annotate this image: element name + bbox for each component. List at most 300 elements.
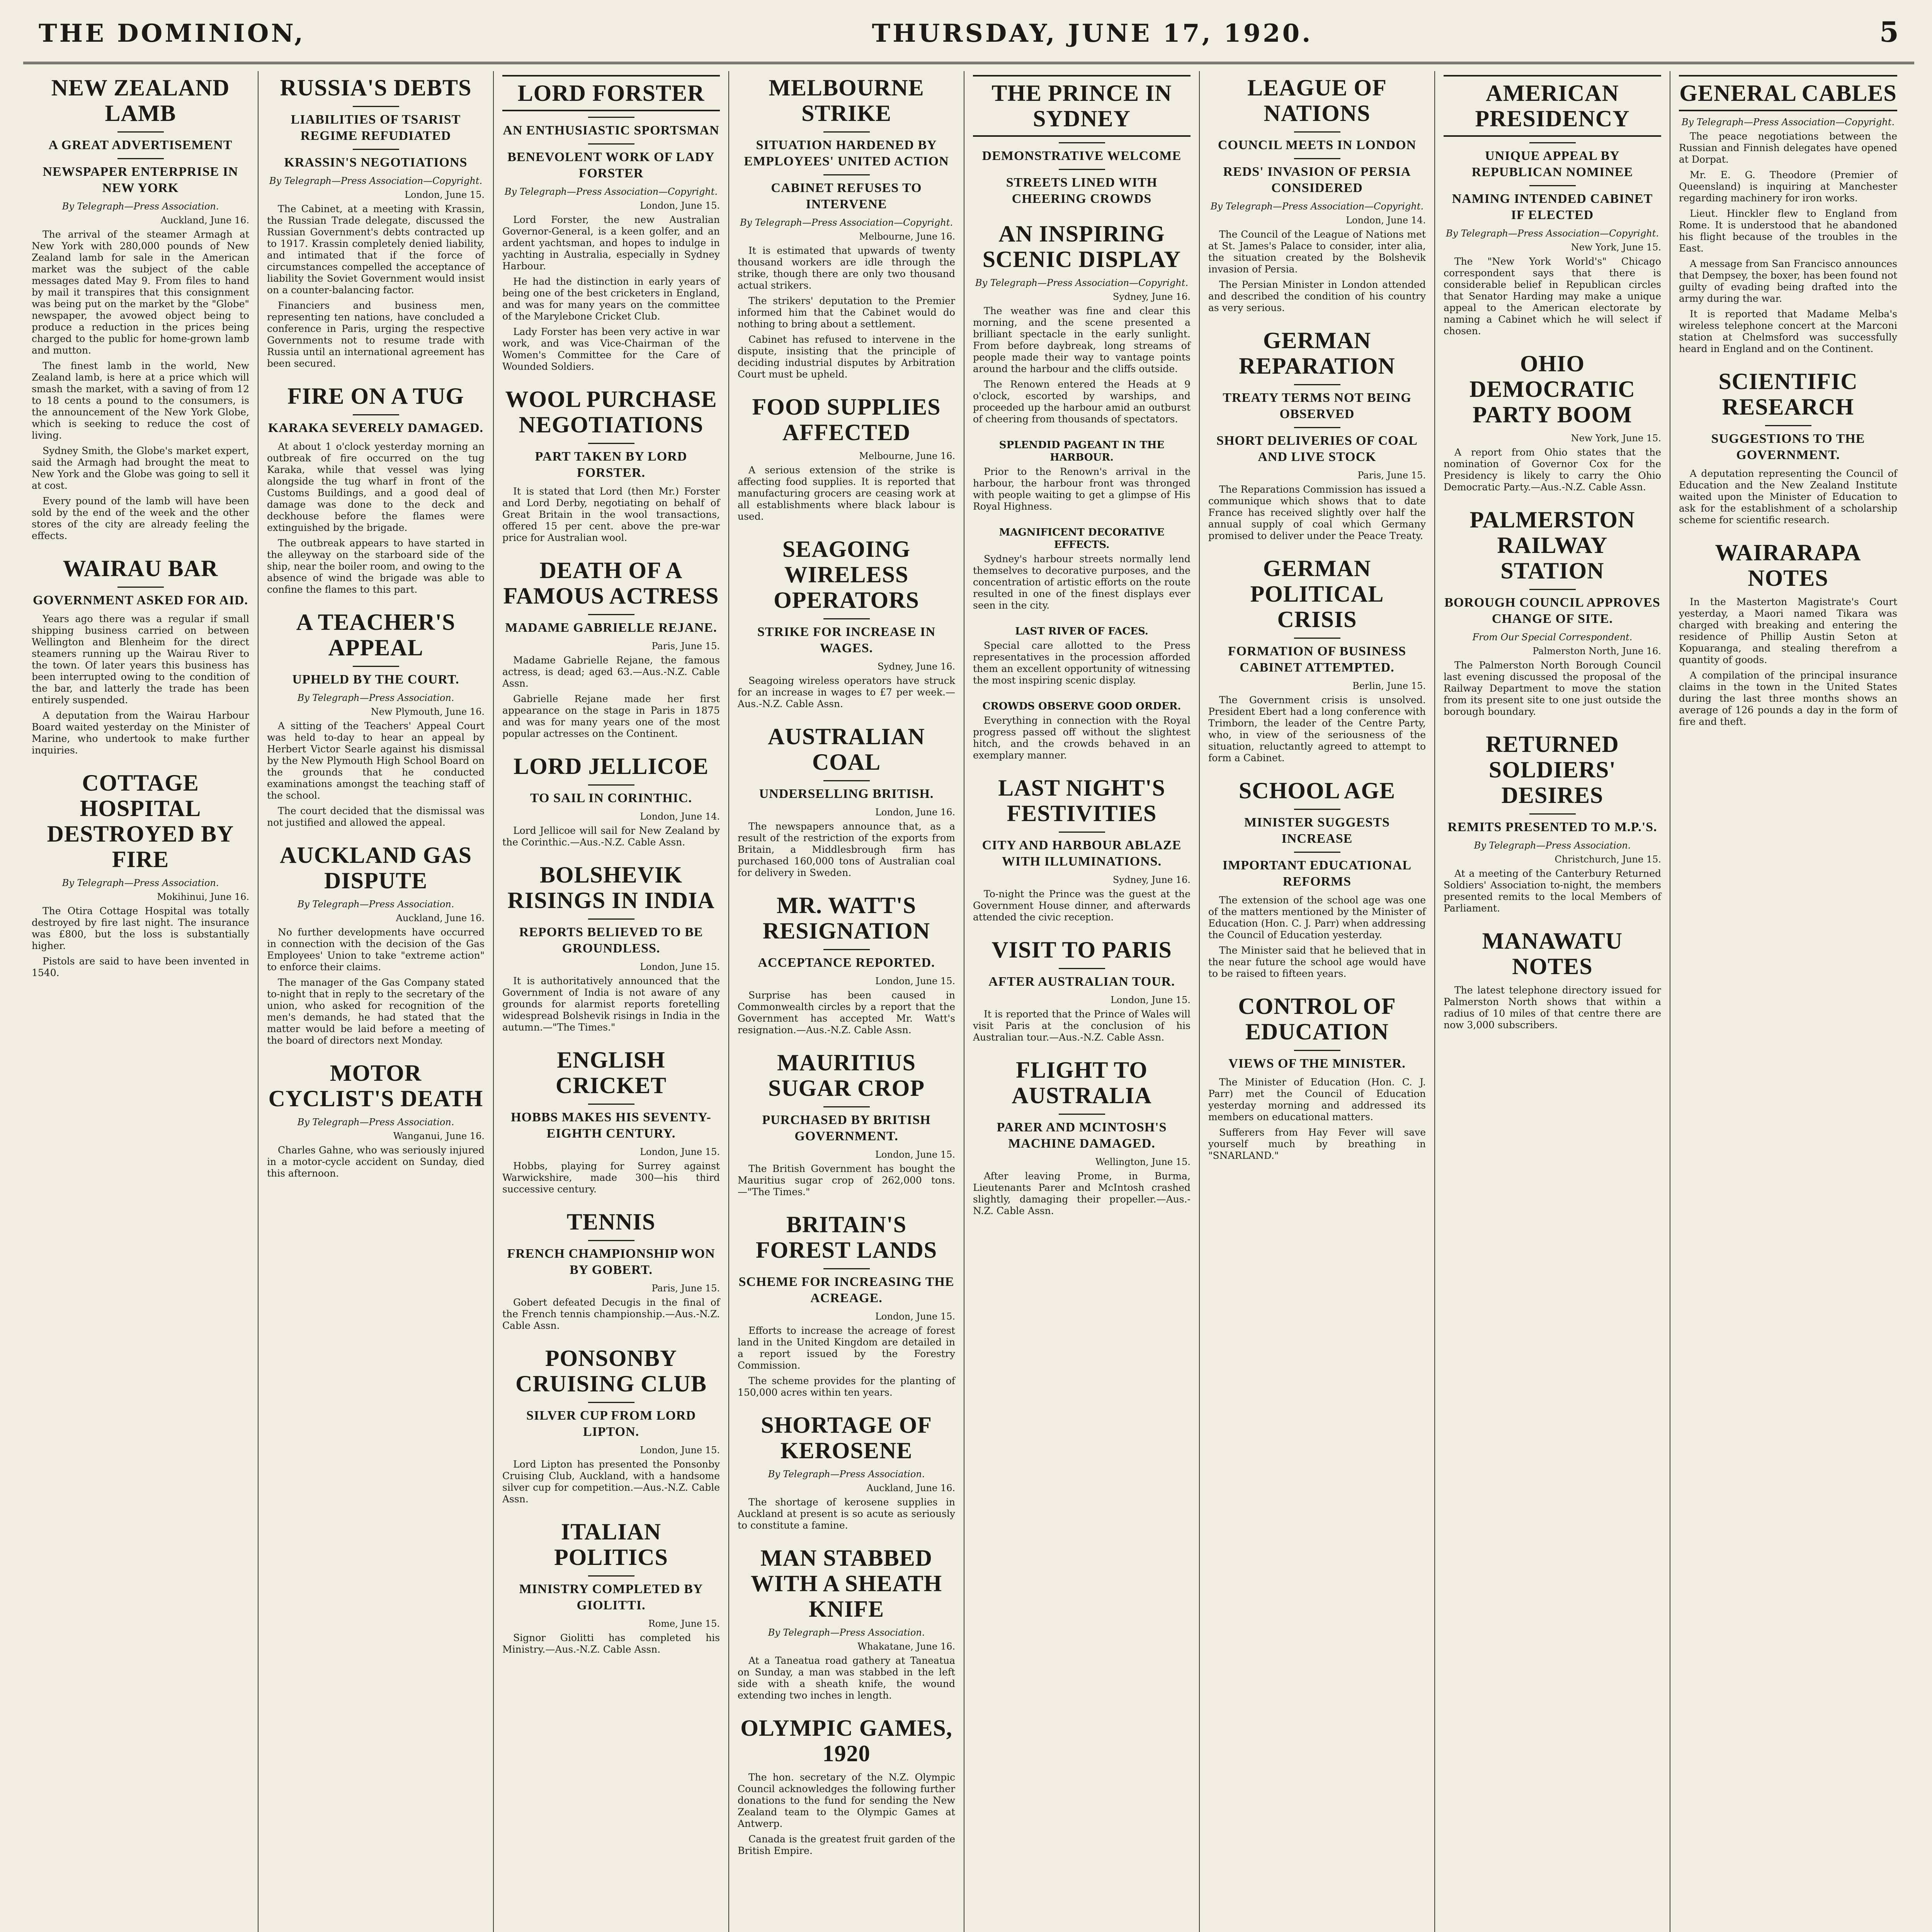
headline: WAIRAU BAR — [63, 556, 218, 581]
divider-rule — [588, 1575, 634, 1577]
deck-headline: SUGGESTIONS TO THE GOVERNMENT. — [1711, 432, 1865, 462]
story — [502, 1345, 720, 1505]
divider-rule — [1294, 384, 1340, 385]
divider-rule — [1059, 832, 1105, 833]
story — [267, 842, 485, 1046]
subheading: SPLENDID PAGEANT IN THE HARBOUR. — [999, 439, 1165, 463]
deck-headline: IMPORTANT EDUCATIONAL REFORMS — [1222, 858, 1412, 889]
article-paragraph: Everything in connection with the Royal progress passed off without the slightest hitch, and the crowds behaved in an exemplary manner. — [973, 715, 1190, 761]
article-paragraph: The weather was fine and clear this morning, and the scene presented a brilliant spectacle in the early sunlight. From before daybreak, long streams of people made their way to vantage points around the harbour and the cliffs outside. — [973, 305, 1190, 374]
headline: FIRE ON A TUG — [287, 383, 464, 409]
article-paragraph: He had the distinction in early years of being one of the best cricketers in England, and was for many years on the committee of the Marylebone Cricket Club. — [502, 276, 720, 322]
byline: By Telegraph—Press Association. — [62, 201, 219, 212]
headline: GERMAN POLITICAL CRISIS — [1250, 556, 1384, 632]
article-paragraph: The peace negotiations between the Russian and Finnish delegates have opened at Dorpat. — [1679, 131, 1897, 165]
byline: By Telegraph—Press Association—Copyright. — [740, 217, 953, 228]
headline: A TEACHER'S APPEAL — [296, 609, 456, 660]
headline: THE PRINCE IN SYDNEY — [973, 75, 1190, 137]
headline: RETURNED SOLDIERS' DESIRES — [1486, 731, 1619, 808]
divider-rule — [1765, 425, 1811, 426]
headline: AN INSPIRING SCENIC DISPLAY — [982, 221, 1181, 272]
divider-rule — [588, 1240, 634, 1241]
article-paragraph: A deputation from the Wairau Harbour Board waited yesterday on the Minister of Marine, who undertook to make further inquiries. — [32, 710, 249, 756]
article-paragraph: The finest lamb in the world, New Zealand lamb, is here at a price which will smash the market, with a saving of from 12 to 18 cents a pound to the consumers, is the announcement of the New York Globe, which is seeking to reduce the cost of living. — [32, 360, 249, 441]
headline: ITALIAN POLITICS — [554, 1519, 668, 1570]
deck-headline: FRENCH CHAMPIONSHIP WON BY GOBERT. — [507, 1247, 715, 1277]
story — [267, 383, 485, 595]
article-paragraph: The British Government has bought the Mauritius sugar crop of 262,000 tons.—"The Times." — [738, 1163, 955, 1197]
deck-headline: KRASSIN'S NEGOTIATIONS — [284, 155, 468, 170]
byline: By Telegraph—Press Association—Copyright. — [1681, 117, 1895, 128]
article-paragraph: The arrival of the steamer Armagh at New York with 280,000 pounds of New Zealand lamb for sale in the American market was the subject of the cable messages dated May 9. From files to hand by mail it transpires that this consignment was being put on the market by the "Globe" newspaper, the avowed object being to produce a reduction in the prices being charged to the public for home-grown lamb and mutton. — [32, 229, 249, 356]
deck-headline: REPORTS BELIEVED TO BE GROUNDLESS. — [519, 925, 703, 956]
divider-rule — [588, 614, 634, 615]
story — [502, 1209, 720, 1332]
headline: BOLSHEVIK RISINGS IN INDIA — [507, 862, 715, 913]
article-paragraph: Lord Forster, the new Australian Governor-General, is a keen golfer, and an ardent yachtsman, and hopes to indulge in yachting in Australia, especially in Sydney Harbour. — [502, 214, 720, 272]
headline: WOOL PURCHASE NEGOTIATIONS — [505, 386, 717, 437]
story — [738, 1412, 955, 1531]
divider-rule — [1529, 589, 1576, 590]
story — [502, 862, 720, 1033]
divider-rule — [588, 143, 634, 145]
dateline: Sydney, June 16. — [877, 661, 955, 672]
article-paragraph: The "New York World's" Chicago correspondent says that there is considerable belief in Republican circles that Senator Harding may make a unique appeal to the American electorate by naming a Cabinet which he will select if chosen. — [1444, 256, 1661, 337]
article-paragraph: Gobert defeated Decugis in the final of the French tennis championship.—Aus.-N.Z. Cable Assn. — [502, 1297, 720, 1331]
article-paragraph: Hobbs, playing for Surrey against Warwickshire, made 300—his third successive century. — [502, 1160, 720, 1195]
headline: FOOD SUPPLIES AFFECTED — [752, 394, 941, 445]
deck-headline: STRIKE FOR INCREASE IN WAGES. — [757, 625, 936, 655]
article-paragraph: The Renown entered the Heads at 9 o'clock, escorted by warships, and proceeded up the harbour amid an outburst of cheering from thousands of spectators. — [973, 379, 1190, 425]
byline: By Telegraph—Press Association. — [62, 878, 219, 888]
article-paragraph: Prior to the Renown's arrival in the harbour, the harbour front was thronged with people waiting to get a glimpse of His Royal Highness. — [973, 466, 1190, 512]
headline: RUSSIA'S DEBTS — [280, 75, 472, 100]
article-paragraph: The manager of the Gas Company stated to-night that in reply to the secretary of the union, who asked for recognition of the men's demands, he had stated that the matter would be laid before a meeting of the board of directors next Monday. — [267, 977, 485, 1046]
article-paragraph: It is estimated that upwards of twenty thousand workers are idle through the strike, though there are only two thousand actual strikers. — [738, 245, 955, 291]
article-paragraph: Lady Forster has been very active in war work, and was Vice-Chairman of the Women's Committee for the Care of Wounded Soldiers. — [502, 326, 720, 372]
story — [267, 75, 485, 369]
dateline: Berlin, June 15. — [1352, 680, 1426, 691]
deck-headline: PART TAKEN BY LORD FORSTER. — [535, 449, 687, 480]
column-5 — [964, 71, 1200, 1932]
article-paragraph: At a Taneatua road gathery at Taneatua on Sunday, a man was stabbed in the left side with a sheath knife, the wound extending two inches in length. — [738, 1655, 955, 1701]
story — [973, 526, 1190, 611]
column-6 — [1200, 71, 1435, 1932]
dateline: Paris, June 15. — [651, 641, 720, 651]
byline: By Telegraph—Press Association. — [768, 1627, 925, 1638]
dateline: New York, June 15. — [1571, 242, 1661, 253]
dateline: Paris, June 15. — [1357, 470, 1426, 481]
divider-rule — [588, 1402, 634, 1403]
story — [1208, 556, 1426, 764]
divider-rule — [1529, 142, 1576, 143]
article-paragraph: At about 1 o'clock yesterday morning an outbreak of fire occurred on the tug Karaka, while that vessel was lying alongside the tug wharf in front of the Customs Buildings, and a good deal of damage was done to the deck and deckhouse before the flames were extinguished by the brigade. — [267, 441, 485, 533]
deck-headline: A GREAT ADVERTISEMENT — [48, 138, 233, 152]
dateline: Mokihinui, June 16. — [157, 891, 249, 902]
article-paragraph: It is reported that Madame Melba's wireless telephone concert at the Marconi station at Chelmsford was successfully heard in England and on the Continent. — [1679, 308, 1897, 354]
headline: MAURITIUS SUGAR CROP — [768, 1050, 925, 1101]
divider-rule — [823, 1268, 870, 1269]
headline: MOTOR CYCLIST'S DEATH — [268, 1060, 483, 1111]
article-paragraph: The outbreak appears to have started in the alleyway on the starboard side of the ship, near the boiler room, and owing to the absence of wind the brigade was able to confine the flames to this part. — [267, 537, 485, 595]
deck-headline: LIABILITIES OF TSARIST REGIME REFUDIATED — [291, 112, 461, 143]
dateline: Auckland, June 16. — [160, 215, 249, 226]
divider-rule — [1294, 809, 1340, 810]
story — [1208, 328, 1426, 542]
story — [738, 1050, 955, 1198]
byline: By Telegraph—Press Association. — [297, 1117, 454, 1128]
story — [973, 775, 1190, 923]
dateline: London, June 15. — [875, 1149, 955, 1160]
article-paragraph: The shortage of kerosene supplies in Auckland at present is so acute as seriously to constitute a famine. — [738, 1497, 955, 1531]
deck-headline: CABINET REFUSES TO INTERVENE — [771, 181, 922, 211]
story — [973, 1057, 1190, 1217]
article-paragraph: A message from San Francisco announces that Dempsey, the boxer, has been found not guilty of evading being drafted into the army during the war. — [1679, 258, 1897, 304]
headline: LORD FORSTER — [502, 75, 720, 111]
article-paragraph: Every pound of the lamb will have been sold by the end of the week and the other stores of the city are already feeling the effects. — [32, 495, 249, 541]
divider-rule — [588, 918, 634, 920]
deck-headline: VIEWS OF THE MINISTER. — [1228, 1056, 1406, 1071]
headline: CONTROL OF EDUCATION — [1238, 993, 1396, 1044]
deck-headline: DEMONSTRATIVE WELCOME — [982, 149, 1182, 163]
headline: GENERAL CABLES — [1679, 75, 1897, 111]
article-paragraph: Madame Gabrielle Rejane, the famous actress, is dead; aged 63.—Aus.-N.Z. Cable Assn. — [502, 655, 720, 689]
deck-headline: SILVER CUP FROM LORD LIPTON. — [526, 1408, 696, 1439]
story — [502, 558, 720, 740]
deck-headline: TREATY TERMS NOT BEING OBSERVED — [1223, 391, 1412, 421]
story — [973, 75, 1190, 207]
divider-rule — [1059, 169, 1105, 170]
story — [267, 1060, 485, 1179]
article-paragraph: It is reported that the Prince of Wales will visit Paris at the conclusion of his Australian tour.—Aus.-N.Z. Cable Assn. — [973, 1009, 1190, 1043]
divider-rule — [117, 158, 164, 159]
story — [1208, 993, 1426, 1162]
article-paragraph: Efforts to increase the acreage of forest land in the United Kingdom are detailed in a report issued by the Forestry Commission. — [738, 1325, 955, 1371]
story — [32, 770, 249, 979]
article-paragraph: The extension of the school age was one of the matters mentioned by the Minister of Education (Hon. C. J. Parr) when addressing the Council of Education yesterday. — [1208, 895, 1426, 940]
byline: By Telegraph—Press Association—Copyright. — [1446, 228, 1659, 239]
article-paragraph: No further developments have occurred in connection with the decision of the Gas Employees' Union to take "extreme action" to enforce their claims. — [267, 927, 485, 973]
deck-headline: CITY AND HARBOUR ABLAZE WITH ILLUMINATIONS. — [982, 838, 1182, 869]
deck-headline: SCHEME FOR INCREASING THE ACREAGE. — [738, 1275, 954, 1305]
dateline: London, June 15. — [875, 976, 955, 986]
byline: By Telegraph—Press Association. — [297, 899, 454, 910]
headline: VISIT TO PARIS — [992, 937, 1172, 963]
deck-headline: PURCHASED BY BRITISH GOVERNMENT. — [762, 1113, 931, 1143]
deck-headline: GOVERNMENT ASKED FOR AID. — [32, 593, 248, 607]
story — [973, 221, 1190, 425]
headline: SHORTAGE OF KEROSENE — [761, 1412, 932, 1463]
divider-rule — [1059, 1114, 1105, 1115]
story — [738, 75, 955, 380]
divider-rule — [823, 780, 870, 781]
column-4 — [729, 71, 964, 1932]
divider-rule — [823, 949, 870, 950]
article-paragraph: The Government crisis is unsolved. President Ebert had a long conference with Trimborn, the leader of the Centre Party, who, in view of the seriousness of the situation, reluctantly agreed to attempt to form a Cabinet. — [1208, 694, 1426, 764]
article-paragraph: The Reparations Commission has issued a communique which shows that to date France has received slightly over half the annual supply of coal which Germany promised to deliver under the Peace Treaty. — [1208, 484, 1426, 541]
deck-headline: COUNCIL MEETS IN LONDON — [1218, 138, 1417, 152]
column-8 — [1670, 71, 1906, 1932]
subheading: CROWDS OBSERVE GOOD ORDER. — [982, 701, 1181, 712]
story — [738, 1715, 955, 1857]
dateline: Christchurch, June 15. — [1554, 854, 1661, 865]
dateline: Paris, June 15. — [651, 1283, 720, 1294]
headline: PONSONBY CRUISING CLUB — [515, 1345, 707, 1396]
column-7 — [1435, 71, 1670, 1932]
byline: By Telegraph—Press Association—Copyright. — [504, 186, 718, 197]
article-paragraph: Cabinet has refused to intervene in the dispute, insisting that the principle of deciding industrial disputes by Arbitration Court must be upheld. — [738, 334, 955, 380]
divider-rule — [588, 443, 634, 444]
headline: DEATH OF A FAMOUS ACTRESS — [503, 558, 719, 609]
dateline: London, June 14. — [640, 811, 720, 822]
deck-headline: TO SAIL IN CORINTHIC. — [530, 791, 692, 805]
deck-headline: UNIQUE APPEAL BY REPUBLICAN NOMINEE — [1471, 149, 1633, 179]
divider-rule — [588, 1104, 634, 1105]
story — [1444, 507, 1661, 718]
dateline: Rome, June 15. — [648, 1618, 720, 1629]
headline: SEAGOING WIRELESS OPERATORS — [774, 536, 919, 613]
divider-rule — [353, 666, 399, 667]
deck-headline: KARAKA SEVERELY DAMAGED. — [268, 421, 484, 435]
article-paragraph: The Cabinet, at a meeting with Krassin, the Russian Trade delegate, discussed the Russian Government's debts contracted up to 1917. Krassin completely denied liability, and intimated that if the force of circumstances compelled the acceptance of liability the Soviet Government would insist on a counter-balancing factor. — [267, 203, 485, 296]
dateline: Auckland, June 16. — [866, 1483, 955, 1493]
byline: From Our Special Correspondent. — [1472, 632, 1633, 643]
divider-rule — [1529, 813, 1576, 815]
headline: MANAWATU NOTES — [1482, 928, 1623, 979]
divider-rule — [823, 1106, 870, 1107]
headline: MELBOURNE STRIKE — [769, 75, 924, 126]
byline: By Telegraph—Press Association. — [1474, 840, 1631, 851]
headline: WAIRARAPA NOTES — [1715, 540, 1861, 591]
headline: OHIO DEMOCRATIC PARTY BOOM — [1469, 351, 1635, 427]
dateline: Wanganui, June 16. — [393, 1131, 485, 1141]
story — [32, 75, 249, 542]
divider-rule — [353, 149, 399, 150]
article-paragraph: The Persian Minister in London attended and described the condition of his country as very serious. — [1208, 279, 1426, 313]
story — [973, 625, 1190, 686]
story — [502, 753, 720, 848]
article-paragraph: It is stated that Lord (then Mr.) Forster and Lord Derby, negotiating on behalf of Great Britain in the wool transactions, offered 15 per cent. above the pre-war price for Australian wool. — [502, 486, 720, 543]
dateline: London, June 15. — [640, 1445, 720, 1456]
headline: NEW ZEALAND LAMB — [51, 75, 230, 126]
article-paragraph: Lord Jellicoe will sail for New Zealand by the Corinthic.—Aus.-N.Z. Cable Assn. — [502, 825, 720, 848]
divider-rule — [588, 117, 634, 118]
story — [1444, 731, 1661, 914]
story — [738, 394, 955, 522]
story — [738, 724, 955, 879]
deck-headline: MINISTER SUGGESTS INCREASE — [1244, 815, 1390, 846]
headline: TENNIS — [566, 1209, 656, 1235]
headline: ENGLISH CRICKET — [555, 1047, 667, 1098]
deck-headline: NEWSPAPER ENTERPRISE IN NEW YORK — [43, 165, 238, 195]
article-paragraph: A serious extension of the strike is affecting food supplies. It is reported that manufacturing grocers are ceasing work at all establishments where black labour is used. — [738, 464, 955, 522]
column-2 — [259, 71, 494, 1932]
subheading: MAGNIFICENT DECORATIVE EFFECTS. — [999, 527, 1165, 551]
article-paragraph: The latest telephone directory issued for Palmerston North shows that within a radius of 10 miles of that centre there are now 3,000 subscribers. — [1444, 985, 1661, 1031]
story — [738, 536, 955, 710]
story — [738, 1545, 955, 1701]
article-paragraph: Lieut. Hinckler flew to England from Rome. It is understood that he abandoned his flight because of the troubles in the East. — [1679, 208, 1897, 254]
divider-rule — [823, 174, 870, 175]
story — [1208, 75, 1426, 314]
story — [1679, 540, 1897, 728]
story — [1679, 369, 1897, 526]
masthead — [23, 15, 1914, 64]
article-paragraph: The Minister said that he believed that in the near future the school age would have to be raised to fifteen years. — [1208, 945, 1426, 979]
story — [973, 937, 1190, 1043]
article-paragraph: Sydney Smith, the Globe's market expert, said the Armagh had brought the meat to New York and the Globe was going to sell it at cost. — [32, 445, 249, 491]
article-paragraph: A deputation representing the Council of Education and the New Zealand Institute waited upon the Minister of Education to ask for the establishment of a scholarship scheme for scientific research. — [1679, 468, 1897, 526]
headline: LEAGUE OF NATIONS — [1247, 75, 1387, 126]
headline: FLIGHT TO AUSTRALIA — [1012, 1057, 1152, 1108]
article-paragraph: Special care allotted to the Press representatives in the procession afforded them an excellent opportunity of witnessing the most inspiring scenic display. — [973, 640, 1190, 686]
story — [738, 893, 955, 1036]
byline: By Telegraph—Press Association—Copyright. — [269, 175, 483, 186]
headline: LAST NIGHT'S FESTIVITIES — [998, 775, 1165, 826]
story — [1444, 928, 1661, 1031]
dateline: New Plymouth, June 16. — [371, 706, 485, 717]
subheading: LAST RIVER OF FACES. — [1015, 626, 1148, 637]
article-paragraph: The Palmerston North Borough Council last evening discussed the proposal of the Railway Department to move the station from its present site to one just outside the borough boundary. — [1444, 660, 1661, 717]
deck-headline: UNDERSELLING BRITISH. — [759, 787, 934, 801]
dateline: London, June 15. — [875, 1311, 955, 1322]
article-paragraph: At a meeting of the Canterbury Returned Soldiers' Association to-night, the members presented remits to the local Members of Parliament. — [1444, 868, 1661, 914]
divider-rule — [1294, 158, 1340, 159]
divider-rule — [823, 131, 870, 133]
deck-headline: BENEVOLENT WORK OF LADY FORSTER — [507, 150, 715, 180]
divider-rule — [1294, 638, 1340, 639]
divider-rule — [823, 618, 870, 619]
dateline: London, June 15. — [640, 961, 720, 972]
dateline: London, June 15. — [640, 200, 720, 211]
article-paragraph: The scheme provides for the planting of 150,000 acres within ten years. — [738, 1375, 955, 1398]
divider-rule — [1529, 185, 1576, 186]
headline: SCHOOL AGE — [1238, 778, 1396, 803]
article-paragraph: The strikers' deputation to the Premier informed him that the Cabinet would do nothing to bring about a settlement. — [738, 295, 955, 330]
deck-headline: REMITS PRESENTED TO M.P.'S. — [1447, 820, 1657, 834]
dateline: Wellington, June 15. — [1095, 1156, 1190, 1167]
divider-rule — [1059, 968, 1105, 969]
article-paragraph: To-night the Prince was the guest at the Government House dinner, and afterwards attended the civic reception. — [973, 888, 1190, 923]
deck-headline: MINISTRY COMPLETED BY GIOLITTI. — [519, 1582, 703, 1612]
divider-rule — [588, 784, 634, 786]
story — [1679, 75, 1897, 355]
headline: AMERICAN PRESIDENCY — [1444, 75, 1661, 137]
divider-rule — [1294, 131, 1340, 133]
story — [32, 556, 249, 756]
dateline: Melbourne, June 16. — [859, 451, 955, 461]
deck-headline: BOROUGH COUNCIL APPROVES CHANGE OF SITE. — [1444, 595, 1660, 626]
article-paragraph: The Minister of Education (Hon. C. J. Parr) met the Council of Education yesterday morning and addressed its members on educational matters. — [1208, 1077, 1426, 1122]
article-paragraph: Sydney's harbour streets normally lend themselves to decorative purposes, and the concentration of artistic efforts on the route resulted in one of the finest displays ever seen in the city. — [973, 553, 1190, 611]
divider-rule — [1294, 1050, 1340, 1051]
deck-headline: FORMATION OF BUSINESS CABINET ATTEMPTED. — [1228, 644, 1406, 675]
dateline: New York, June 15. — [1571, 433, 1661, 444]
deck-headline: AFTER AUSTRALIAN TOUR. — [988, 975, 1175, 989]
divider-rule — [353, 414, 399, 415]
deck-headline: HOBBS MAKES HIS SEVENTY-EIGHTH CENTURY. — [511, 1110, 711, 1141]
article-paragraph: Financiers and business men, representing ten nations, have concluded a conference in Paris, urging the respective Governments not to resume trade with Russia until an international agreement has been secured. — [267, 300, 485, 369]
article-paragraph: Mr. E. G. Theodore (Premier of Queensland) is inquiring at Manchester regarding machinery for iron works. — [1679, 169, 1897, 204]
article-paragraph: Signor Giolitti has completed his Ministry.—Aus.-N.Z. Cable Assn. — [502, 1632, 720, 1655]
byline: By Telegraph—Press Association. — [297, 692, 454, 703]
deck-headline: STREETS LINED WITH CHEERING CROWDS — [1006, 175, 1158, 206]
deck-headline: SITUATION HARDENED BY EMPLOYEES' UNITED ACTION — [744, 138, 949, 168]
deck-headline: AN ENTHUSIASTIC SPORTSMAN — [503, 123, 719, 138]
deck-headline: ACCEPTANCE REPORTED. — [758, 956, 935, 970]
article-paragraph: The court decided that the dismissal was not justified and allowed the appeal. — [267, 805, 485, 828]
headline: COTTAGE HOSPITAL DESTROYED BY FIRE — [47, 770, 234, 872]
dateline: Palmerston North, June 16. — [1532, 646, 1661, 656]
story — [1208, 778, 1426, 980]
story — [738, 1212, 955, 1398]
article-paragraph: A sitting of the Teachers' Appeal Court was held to-day to hear an appeal by Herbert Victor Searle against his dismissal by the New Plymouth High School Board on the grounds that he conducted examinations amongst the teaching staff of the school. — [267, 720, 485, 801]
article-paragraph: A report from Ohio states that the nomination of Governor Cox for the Presidency is likely to carry the Ohio Democratic Party.—Aus.-N.Z. Cable Assn. — [1444, 447, 1661, 493]
article-paragraph: Gabrielle Rejane made her first appearance on the stage in Paris in 1875 and was for many years one of the most popular actresses on the Continent. — [502, 693, 720, 739]
divider-rule — [117, 587, 164, 588]
headline: PALMERSTON RAILWAY STATION — [1469, 507, 1635, 583]
story — [973, 700, 1190, 761]
deck-headline: NAMING INTENDED CABINET IF ELECTED — [1452, 192, 1653, 222]
paper-name: THE DOMINION, — [39, 19, 306, 48]
article-paragraph: Sufferers from Hay Fever will save yourself much by breathing in "SNARLAND." — [1208, 1127, 1426, 1161]
article-paragraph: After leaving Prome, in Burma, Lieutenants Parer and McIntosh crashed slightly, damaging their propeller.—Aus.-N.Z. Cable Assn. — [973, 1170, 1190, 1216]
dateline: Auckland, June 16. — [396, 913, 485, 923]
headline: BRITAIN'S FOREST LANDS — [755, 1212, 937, 1263]
byline: By Telegraph—Press Association—Copyright. — [1210, 201, 1424, 212]
article-paragraph: Years ago there was a regular if small shipping business carried on between Wellington and Blenheim for the direct steamers running up the Wairau River to the town. Of later years this business has been interrupted owing to the condition of the bar, and latterly the trade has been entirely suspended. — [32, 613, 249, 706]
article-paragraph: A compilation of the principal insurance claims in the town in the United States during the last three months shows an average of 126 pounds a day in the form of fire and theft. — [1679, 670, 1897, 727]
story — [502, 75, 720, 372]
deck-headline: UPHELD BY THE COURT. — [292, 672, 459, 687]
article-paragraph: Lord Lipton has presented the Ponsonby Cruising Club, Auckland, with a handsome silver cup for competition.—Aus.-N.Z. Cable Assn. — [502, 1459, 720, 1505]
divider-rule — [1294, 852, 1340, 853]
story — [1444, 75, 1661, 337]
headline: SCIENTIFIC RESEARCH — [1718, 369, 1858, 420]
dateline: London, June 16. — [875, 807, 955, 818]
headline: LORD JELLICOE — [514, 753, 709, 779]
dateline: Whakatane, June 16. — [857, 1641, 955, 1652]
columns — [23, 71, 1914, 1932]
divider-rule — [1294, 427, 1340, 428]
page-number: 5 — [1879, 15, 1899, 48]
story — [502, 1047, 720, 1195]
deck-headline: REDS' INVASION OF PERSIA CONSIDERED — [1223, 165, 1411, 195]
column-3 — [494, 71, 729, 1932]
headline: GERMAN REPARATION — [1239, 328, 1395, 379]
article-paragraph: The Otira Cottage Hospital was totally destroyed by fire last night. The insurance was £800, but the loss is substantially higher. — [32, 905, 249, 951]
story — [267, 609, 485, 828]
article-paragraph: Surprise has been caused in Commonwealth circles by a report that the Government has accepted Mr. Watt's resignation.—Aus.-N.Z. Cable Assn. — [738, 990, 955, 1036]
divider-rule — [117, 131, 164, 133]
deck-headline: PARER AND MCINTOSH'S MACHINE DAMAGED. — [997, 1120, 1167, 1151]
article-paragraph: Charles Gahne, who was seriously injured in a motor-cycle accident on Sunday, died this afternoon. — [267, 1145, 485, 1179]
issue-date: THURSDAY, JUNE 17, 1920. — [872, 19, 1313, 48]
deck-headline: SHORT DELIVERIES OF COAL AND LIVE STOCK — [1216, 434, 1418, 464]
dateline: Melbourne, June 16. — [859, 231, 955, 242]
byline: By Telegraph—Press Association. — [768, 1469, 925, 1480]
article-paragraph: The newspapers announce that, as a result of the restriction of the exports from Britain, a Middlesbrough firm has purchased 160,000 tons of Australian coal for delivery in Sweden. — [738, 821, 955, 878]
article-paragraph: The Council of the League of Nations met at St. James's Palace to consider, inter alia, the situation created by the Bolshevik invasion of Persia. — [1208, 229, 1426, 275]
deck-headline: MADAME GABRIELLE REJANE. — [505, 621, 717, 635]
headline: OLYMPIC GAMES, 1920 — [740, 1715, 952, 1766]
article-paragraph: Pistols are said to have been invented in 1540. — [32, 956, 249, 978]
headline: MAN STABBED WITH A SHEATH KNIFE — [750, 1545, 942, 1622]
divider-rule — [353, 106, 399, 107]
dateline: London, June 15. — [405, 189, 485, 200]
dateline: Sydney, June 16. — [1112, 874, 1190, 885]
article-paragraph: In the Masterton Magistrate's Court yesterday, a Maori named Tikara was charged with breaking and entering the residence of Phillip Austin Seton at Kopuaranga, and stealing therefrom a quantity of goods. — [1679, 596, 1897, 665]
